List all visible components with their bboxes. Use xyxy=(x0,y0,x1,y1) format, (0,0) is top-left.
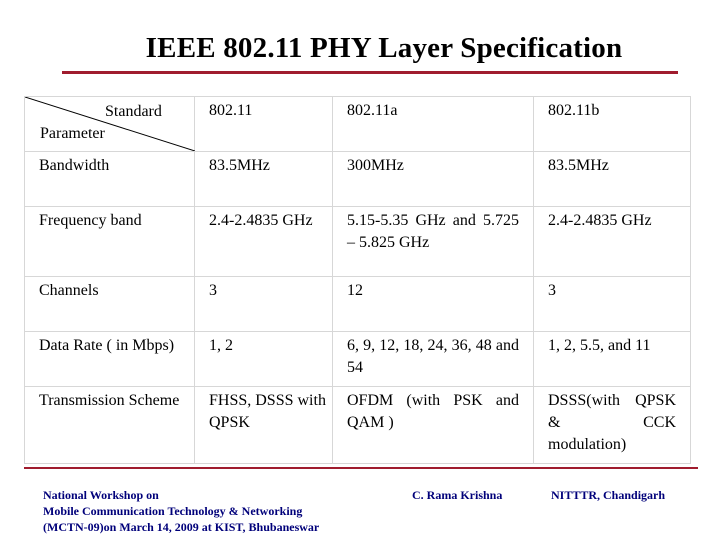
corner-header-cell xyxy=(25,97,195,152)
table-cell: 5.15-5.35 GHz and 5.725 – 5.825 GHz xyxy=(333,207,534,277)
table-cell: 6, 9, 12, 18, 24, 36, 48 and 54 xyxy=(333,332,534,387)
row-label: Bandwidth xyxy=(25,152,195,207)
table-cell: FHSS, DSSS with QPSK xyxy=(195,387,333,464)
table-cell: 2.4-2.4835 GHz xyxy=(534,207,691,277)
table-row xyxy=(25,387,691,464)
footer-event-line: Mobile Communication Technology & Networking xyxy=(43,504,303,518)
footer-event-line: National Workshop on xyxy=(43,488,159,502)
column-header: 802.11 xyxy=(195,97,333,152)
row-label: Transmission Scheme xyxy=(25,387,195,464)
table-row xyxy=(25,152,691,207)
table-cell: 300MHz xyxy=(333,152,534,207)
table-cell: 12 xyxy=(333,277,534,332)
slide-title: IEEE 802.11 PHY Layer Specification xyxy=(145,32,623,64)
table-cell: 1, 2, 5.5, and 11 xyxy=(534,332,691,387)
table-cell: 1, 2 xyxy=(195,332,333,387)
column-header: 802.11a xyxy=(333,97,534,152)
table-row xyxy=(25,277,691,332)
row-label: Data Rate ( in Mbps) xyxy=(25,332,195,387)
table-cell: 83.5MHz xyxy=(534,152,691,207)
footer-institute: NITTTR, Chandigarh xyxy=(551,488,666,502)
table-cell: OFDM (with PSK and QAM ) xyxy=(333,387,534,464)
table-row xyxy=(25,207,691,277)
table-cell: 3 xyxy=(195,277,333,332)
table-header-row xyxy=(25,97,691,152)
footer-presenter: C. Rama Krishna xyxy=(412,488,503,502)
footer-event xyxy=(43,487,319,535)
row-label: Channels xyxy=(25,277,195,332)
column-header: 802.11b xyxy=(534,97,691,152)
table-cell: 3 xyxy=(534,277,691,332)
phy-spec-table xyxy=(24,96,691,464)
table-cell: 2.4-2.4835 GHz xyxy=(195,207,333,277)
row-label: Frequency band xyxy=(25,207,195,277)
title-underline xyxy=(62,71,678,74)
parameter-label: Parameter xyxy=(40,125,105,142)
table-row xyxy=(25,332,691,387)
standard-label: Standard xyxy=(105,103,162,120)
table-cell: 83.5MHz xyxy=(195,152,333,207)
table-cell: DSSS(with QPSK & CCK modulation) xyxy=(534,387,691,464)
footer-divider xyxy=(24,467,698,469)
footer-event-line: (MCTN-09)on March 14, 2009 at KIST, Bhubaneswar xyxy=(43,520,320,534)
